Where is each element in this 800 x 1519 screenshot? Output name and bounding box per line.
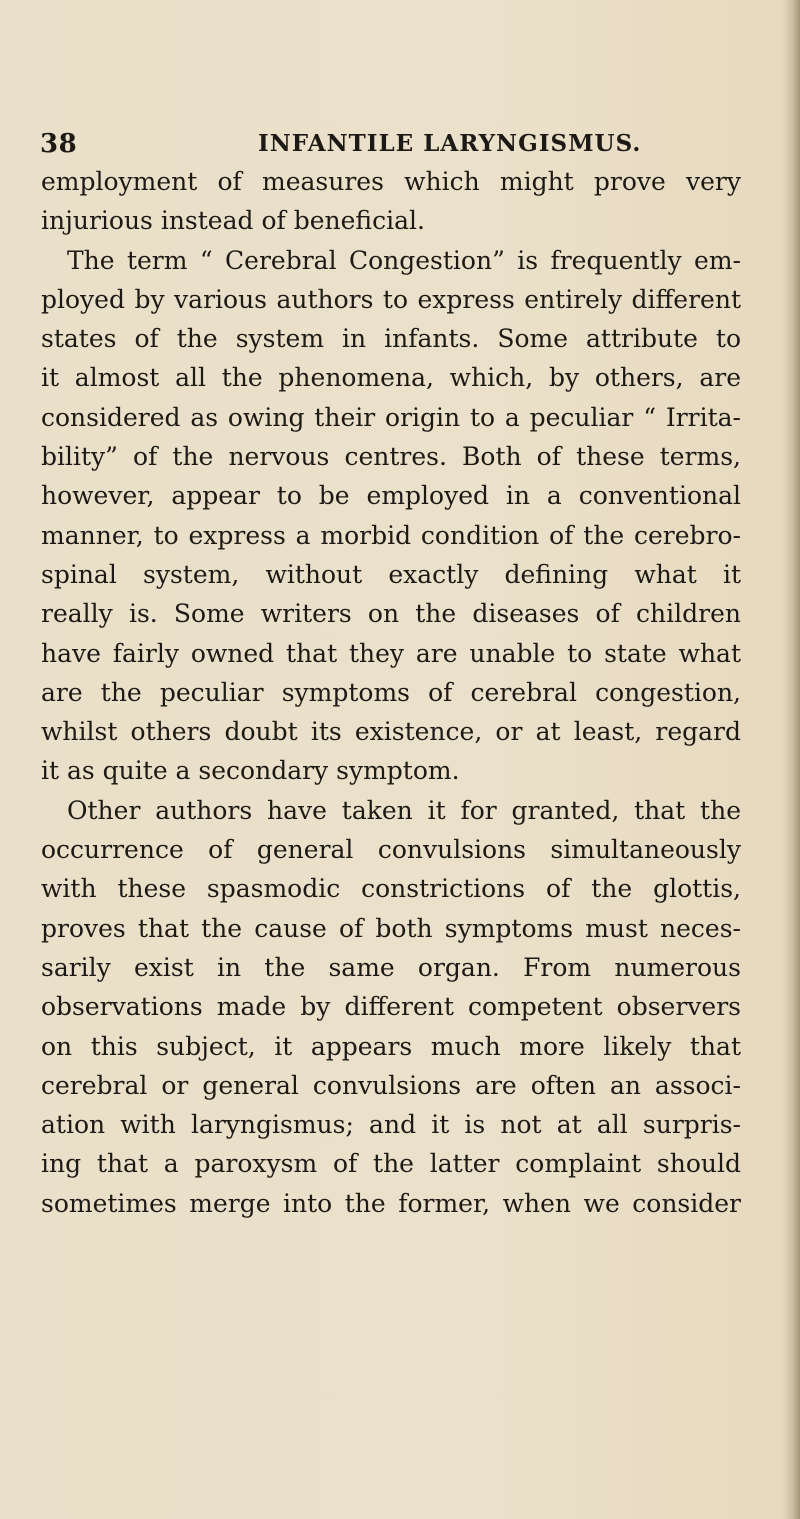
text-line: spinal system, without exactly defining what it	[41, 559, 741, 589]
text-line: states of the system in infants. Some attribute to	[41, 324, 741, 354]
text-line: on this subject, it appears much more likely that	[41, 1031, 741, 1061]
text-line: injurious instead of beneficial.	[41, 206, 425, 236]
text-line: whilst others doubt its existence, or at least, regard	[41, 717, 741, 747]
text-line: are the peculiar symptoms of cerebral congestion,	[41, 677, 741, 707]
text-line: have fairly owned that they are unable to state what	[41, 638, 741, 668]
text-line: observations made by different competent observers	[41, 992, 741, 1022]
text-line: ing that a paroxysm of the latter complaint should	[41, 1149, 741, 1179]
text-line: sarily exist in the same organ. From numerous	[41, 952, 741, 982]
text-line: manner, to express a morbid condition of the cerebro-	[41, 520, 741, 550]
text-line: however, appear to be employed in a conventional	[41, 481, 741, 511]
text-line: cerebral or general convulsions are often an associ-	[41, 1070, 741, 1100]
running-head: INFANTILE LARYNGISMUS.	[258, 130, 642, 157]
text-line: with these spasmodic constrictions of the glottis,	[41, 874, 741, 904]
text-line: ation with laryngismus; and it is not at all surpris-	[41, 1110, 741, 1140]
text-line: occurrence of general convulsions simultaneously	[41, 835, 741, 865]
text-line: proves that the cause of both symptoms must neces-	[41, 913, 741, 943]
text-line: it as quite a secondary symptom.	[41, 756, 460, 786]
text-line: really is. Some writers on the diseases of children	[41, 599, 741, 629]
text-line: bility” of the nervous centres. Both of these terms,	[41, 442, 741, 472]
text-line: considered as owing their origin to a peculiar “ Irrita-	[41, 402, 741, 432]
page-number: 38	[40, 129, 78, 159]
text-line: ployed by various authors to express entirely different	[41, 284, 741, 314]
page-edge-shadow	[782, 0, 800, 1519]
text-line: Other authors have taken it for granted, that the	[67, 795, 741, 825]
body-text	[41, 162, 741, 1223]
text-line: sometimes merge into the former, when we consider	[41, 1188, 741, 1218]
text-line: The term “ Cerebral Congestion” is frequently em-	[67, 245, 741, 275]
text-line: employment of measures which might prove very	[41, 167, 741, 196]
text-line: it almost all the phenomena, which, by others, are	[41, 363, 741, 393]
